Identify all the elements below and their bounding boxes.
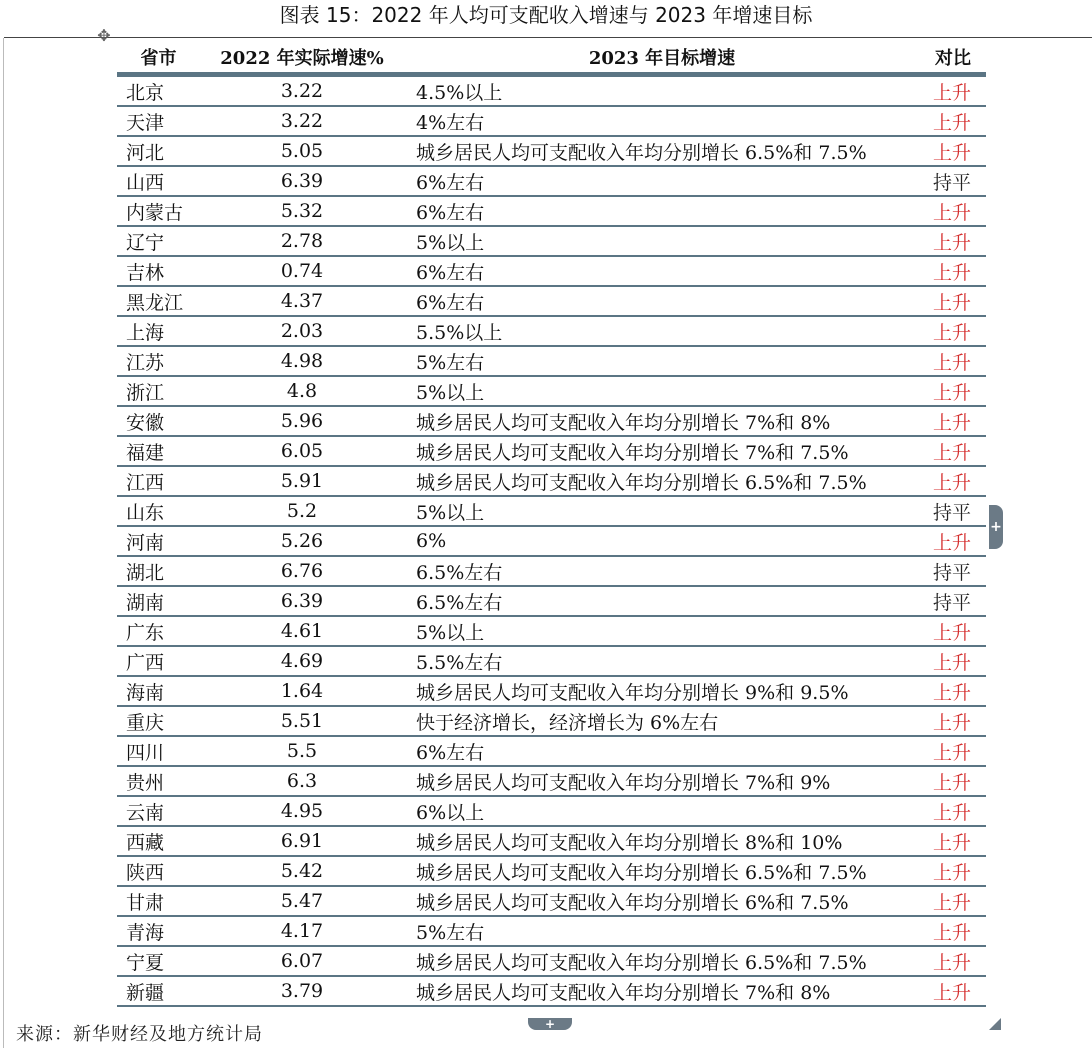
table-row [117, 946, 986, 976]
cell-target-growth: 城乡居民人均可支配收入年均分别增长 9%和 9.5% [404, 676, 920, 706]
cell-province: 湖北 [117, 556, 200, 586]
cell-province: 内蒙古 [117, 196, 200, 226]
cell-target-growth: 城乡居民人均可支配收入年均分别增长 7%和 8% [404, 976, 920, 1006]
cell-province: 浙江 [117, 376, 200, 406]
cell-comparison: 持平 [920, 166, 986, 196]
table-header [117, 42, 986, 75]
table-row [117, 316, 986, 346]
cell-comparison: 上升 [920, 796, 986, 826]
table-row [117, 136, 986, 166]
table-row [117, 526, 986, 556]
cell-comparison: 持平 [920, 496, 986, 526]
cell-comparison: 上升 [920, 646, 986, 676]
cell-comparison: 上升 [920, 736, 986, 766]
table-row [117, 646, 986, 676]
table-row [117, 886, 986, 916]
cell-target-growth: 6%左右 [404, 736, 920, 766]
cell-target-growth: 6%左右 [404, 196, 920, 226]
table-row [117, 616, 986, 646]
cell-province: 海南 [117, 676, 200, 706]
cell-province: 黑龙江 [117, 286, 200, 316]
cell-actual-growth: 5.05 [200, 136, 404, 166]
table-body [117, 75, 986, 1007]
cell-actual-growth: 3.22 [200, 75, 404, 107]
cell-actual-growth: 4.8 [200, 376, 404, 406]
table-row [117, 376, 986, 406]
cell-comparison: 上升 [920, 466, 986, 496]
title-divider [4, 37, 1092, 38]
cell-province: 宁夏 [117, 946, 200, 976]
table-row [117, 856, 986, 886]
cell-province: 河北 [117, 136, 200, 166]
cell-province: 四川 [117, 736, 200, 766]
table-row [117, 166, 986, 196]
cell-actual-growth: 1.64 [200, 676, 404, 706]
cell-target-growth: 城乡居民人均可支配收入年均分别增长 6.5%和 7.5% [404, 946, 920, 976]
cell-target-growth: 5%左右 [404, 346, 920, 376]
table-row [117, 976, 986, 1006]
table-row [117, 226, 986, 256]
add-row-button[interactable]: + [528, 1018, 572, 1030]
cell-actual-growth: 6.07 [200, 946, 404, 976]
table-row [117, 496, 986, 526]
cell-province: 重庆 [117, 706, 200, 736]
cell-comparison: 上升 [920, 766, 986, 796]
table-row [117, 796, 986, 826]
cell-province: 江西 [117, 466, 200, 496]
cell-actual-growth: 4.61 [200, 616, 404, 646]
cell-province: 山东 [117, 496, 200, 526]
cell-actual-growth: 4.95 [200, 796, 404, 826]
cell-comparison: 上升 [920, 976, 986, 1006]
table-row [117, 75, 986, 107]
cell-actual-growth: 5.32 [200, 196, 404, 226]
cell-target-growth: 城乡居民人均可支配收入年均分别增长 6.5%和 7.5% [404, 856, 920, 886]
table-row [117, 466, 986, 496]
cell-actual-growth: 5.96 [200, 406, 404, 436]
header-province: 省市 [117, 42, 200, 75]
cell-actual-growth: 5.2 [200, 496, 404, 526]
cell-comparison: 持平 [920, 586, 986, 616]
table-row [117, 706, 986, 736]
cell-actual-growth: 5.26 [200, 526, 404, 556]
cell-comparison: 上升 [920, 856, 986, 886]
table-row [117, 406, 986, 436]
cell-target-growth: 5%左右 [404, 916, 920, 946]
table-row [117, 586, 986, 616]
table-row [117, 826, 986, 856]
cell-actual-growth: 5.42 [200, 856, 404, 886]
table-row [117, 676, 986, 706]
cell-comparison: 上升 [920, 226, 986, 256]
cell-actual-growth: 4.37 [200, 286, 404, 316]
cell-target-growth: 6% [404, 526, 920, 556]
cell-target-growth: 6%以上 [404, 796, 920, 826]
cell-actual-growth: 4.98 [200, 346, 404, 376]
cell-actual-growth: 6.76 [200, 556, 404, 586]
cell-target-growth: 快于经济增长，经济增长为 6%左右 [404, 706, 920, 736]
cell-target-growth: 6%左右 [404, 166, 920, 196]
cell-comparison: 上升 [920, 616, 986, 646]
move-handle-icon[interactable]: ✥ [97, 26, 111, 45]
cell-target-growth: 6%左右 [404, 286, 920, 316]
cell-target-growth: 6%左右 [404, 256, 920, 286]
cell-target-growth: 城乡居民人均可支配收入年均分别增长 8%和 10% [404, 826, 920, 856]
cell-target-growth: 6.5%左右 [404, 556, 920, 586]
left-border [3, 38, 4, 1048]
cell-target-growth: 4.5%以上 [404, 75, 920, 107]
cell-target-growth: 城乡居民人均可支配收入年均分别增长 6.5%和 7.5% [404, 136, 920, 166]
cell-province: 吉林 [117, 256, 200, 286]
cell-comparison: 上升 [920, 256, 986, 286]
cell-actual-growth: 6.05 [200, 436, 404, 466]
cell-actual-growth: 4.17 [200, 916, 404, 946]
cell-province: 广西 [117, 646, 200, 676]
cell-comparison: 上升 [920, 75, 986, 107]
cell-actual-growth: 6.91 [200, 826, 404, 856]
cell-comparison: 上升 [920, 346, 986, 376]
table-row [117, 256, 986, 286]
cell-province: 辽宁 [117, 226, 200, 256]
cell-province: 河南 [117, 526, 200, 556]
cell-comparison: 上升 [920, 406, 986, 436]
growth-table [117, 42, 986, 1007]
table-row [117, 436, 986, 466]
table-row [117, 766, 986, 796]
cell-province: 山西 [117, 166, 200, 196]
add-column-button[interactable]: + [989, 505, 1003, 549]
cell-actual-growth: 0.74 [200, 256, 404, 286]
cell-comparison: 上升 [920, 136, 986, 166]
cell-target-growth: 城乡居民人均可支配收入年均分别增长 7%和 8% [404, 406, 920, 436]
cell-actual-growth: 2.03 [200, 316, 404, 346]
cell-actual-growth: 3.79 [200, 976, 404, 1006]
cell-target-growth: 6.5%左右 [404, 586, 920, 616]
cell-comparison: 上升 [920, 286, 986, 316]
cell-comparison: 上升 [920, 706, 986, 736]
cell-target-growth: 5.5%以上 [404, 316, 920, 346]
cell-actual-growth: 6.39 [200, 166, 404, 196]
cell-comparison: 上升 [920, 196, 986, 226]
cell-target-growth: 4%左右 [404, 106, 920, 136]
page-title: 图表 15：2022 年人均可支配收入增速与 2023 年增速目标 [279, 3, 813, 27]
cell-comparison: 上升 [920, 106, 986, 136]
cell-target-growth: 5.5%左右 [404, 646, 920, 676]
table-row [117, 556, 986, 586]
cell-target-growth: 城乡居民人均可支配收入年均分别增长 6.5%和 7.5% [404, 466, 920, 496]
cell-province: 新疆 [117, 976, 200, 1006]
table-row [117, 196, 986, 226]
cell-actual-growth: 6.3 [200, 766, 404, 796]
cell-comparison: 上升 [920, 886, 986, 916]
cell-province: 云南 [117, 796, 200, 826]
cell-actual-growth: 5.51 [200, 706, 404, 736]
cell-comparison: 持平 [920, 556, 986, 586]
cell-province: 北京 [117, 75, 200, 107]
source-note: 来源：新华财经及地方统计局 [16, 1024, 263, 1045]
cell-province: 青海 [117, 916, 200, 946]
cell-comparison: 上升 [920, 436, 986, 466]
cell-actual-growth: 3.22 [200, 106, 404, 136]
cell-comparison: 上升 [920, 946, 986, 976]
header-comparison: 对比 [920, 42, 986, 75]
table-row [117, 106, 986, 136]
cell-actual-growth: 5.47 [200, 886, 404, 916]
header-actual-growth: 2022 年实际增速% [200, 42, 404, 75]
cell-province: 天津 [117, 106, 200, 136]
cell-province: 西藏 [117, 826, 200, 856]
cell-province: 江苏 [117, 346, 200, 376]
cell-actual-growth: 6.39 [200, 586, 404, 616]
cell-actual-growth: 4.69 [200, 646, 404, 676]
cell-actual-growth: 5.5 [200, 736, 404, 766]
cell-province: 福建 [117, 436, 200, 466]
cell-actual-growth: 2.78 [200, 226, 404, 256]
cell-comparison: 上升 [920, 916, 986, 946]
cell-target-growth: 城乡居民人均可支配收入年均分别增长 6%和 7.5% [404, 886, 920, 916]
cell-comparison: 上升 [920, 376, 986, 406]
table-row [117, 736, 986, 766]
cell-target-growth: 5%以上 [404, 226, 920, 256]
cell-comparison: 上升 [920, 826, 986, 856]
table-row [117, 916, 986, 946]
cell-province: 安徽 [117, 406, 200, 436]
table-row [117, 346, 986, 376]
cell-province: 陕西 [117, 856, 200, 886]
cell-comparison: 上升 [920, 316, 986, 346]
cell-target-growth: 城乡居民人均可支配收入年均分别增长 7%和 9% [404, 766, 920, 796]
cell-province: 上海 [117, 316, 200, 346]
cell-actual-growth: 5.91 [200, 466, 404, 496]
cell-province: 湖南 [117, 586, 200, 616]
table-row [117, 286, 986, 316]
header-target-growth: 2023 年目标增速 [404, 42, 920, 75]
cell-comparison: 上升 [920, 526, 986, 556]
cell-province: 广东 [117, 616, 200, 646]
cell-target-growth: 城乡居民人均可支配收入年均分别增长 7%和 7.5% [404, 436, 920, 466]
cell-province: 甘肃 [117, 886, 200, 916]
cell-comparison: 上升 [920, 676, 986, 706]
cell-target-growth: 5%以上 [404, 376, 920, 406]
cell-province: 贵州 [117, 766, 200, 796]
cell-target-growth: 5%以上 [404, 496, 920, 526]
resize-icon[interactable] [989, 1018, 1001, 1030]
cell-target-growth: 5%以上 [404, 616, 920, 646]
